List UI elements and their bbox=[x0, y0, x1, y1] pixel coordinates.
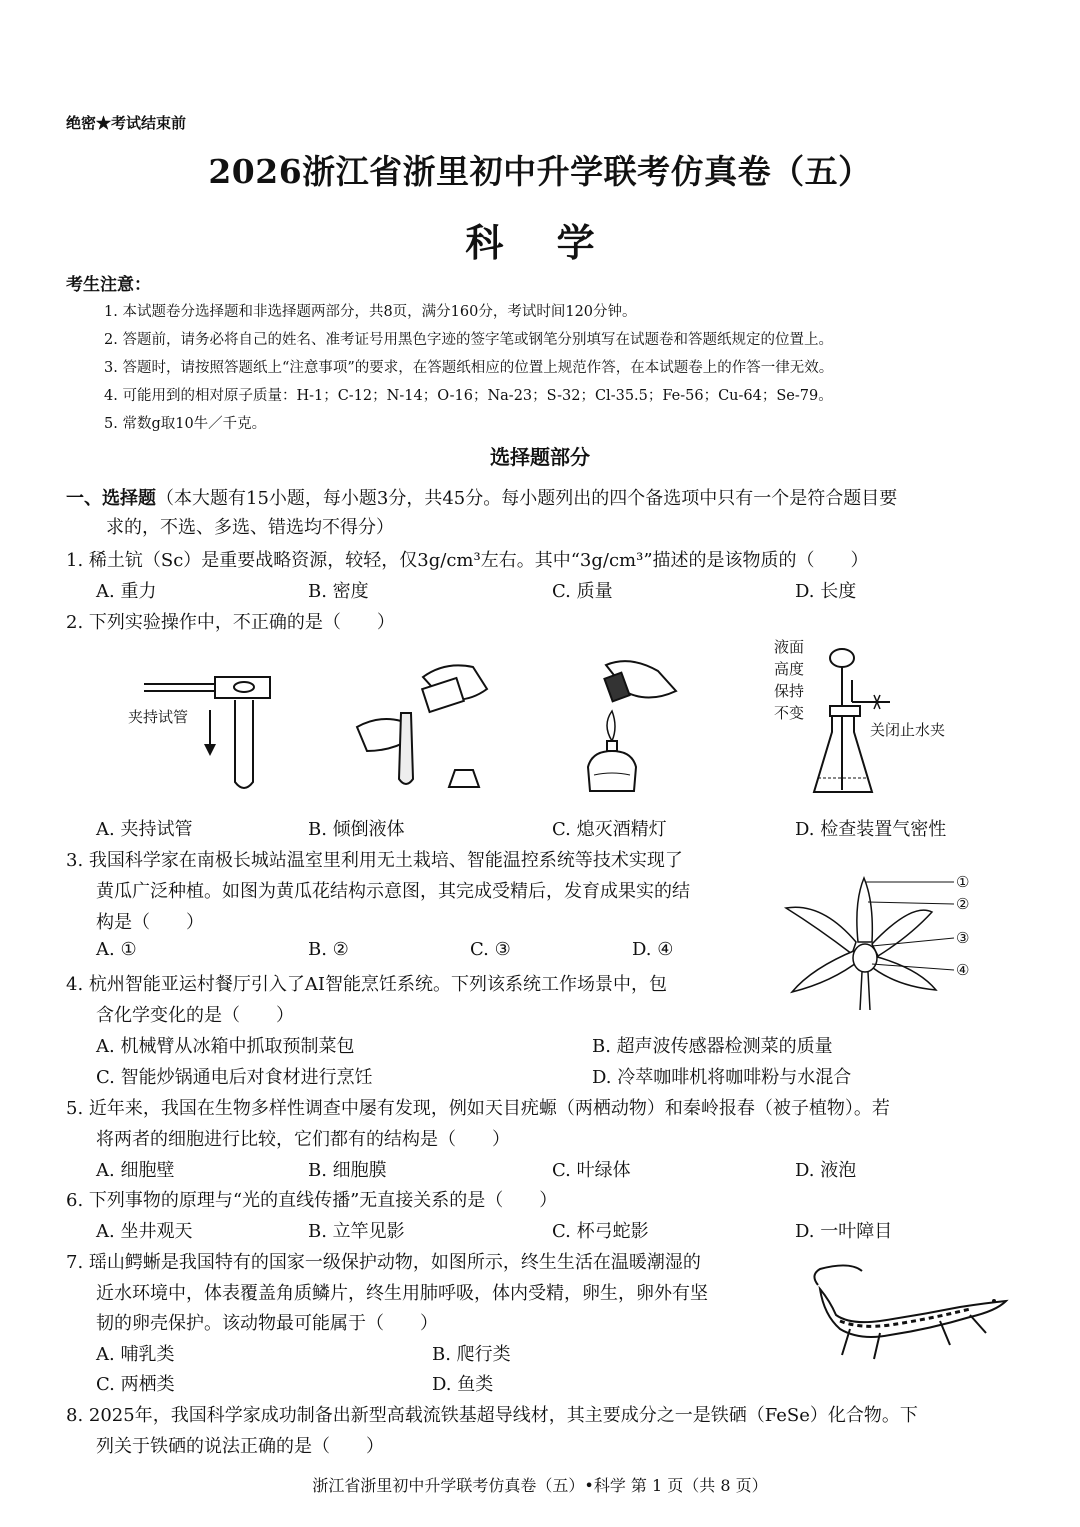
fig-d-label-4: 不变 bbox=[774, 704, 805, 722]
q3-option-a: A. ① bbox=[96, 939, 137, 960]
part-desc: （本大题有15小题，每小题3分，共45分。每小题列出的四个备选项中只有一个是符合题目要 bbox=[156, 488, 898, 509]
alcohol-lamp-figure bbox=[578, 655, 688, 795]
part-title: 一、选择题 bbox=[66, 488, 156, 509]
test-tube-holder-figure bbox=[120, 660, 280, 800]
question-3-text: 3. 我国科学家在南极长城站温室里利用无土栽培、智能温控系统等技术实现了 bbox=[66, 850, 683, 871]
q1-option-b: B. 密度 bbox=[308, 581, 369, 602]
note-item: 3. 答题时，请按照答题纸上“注意事项”的要求，在答题纸相应的位置上规范作答，在本试题卷上的作答一律无效。 bbox=[104, 360, 834, 376]
q7-option-a: A. 哺乳类 bbox=[96, 1344, 175, 1365]
question-8-text-cont: 列关于铁硒的说法正确的是（ ） bbox=[96, 1436, 384, 1457]
note-item: 2. 答题前，请务必将自己的姓名、准考证号用黑色字迹的签字笔或钢笔分别填写在试题卷和答题纸规定的位置上。 bbox=[104, 332, 833, 348]
notes-heading: 考生注意： bbox=[66, 275, 151, 295]
q5-option-c: C. 叶绿体 bbox=[552, 1160, 631, 1181]
page-footer: 浙江省浙里初中升学联考仿真卷（五）•科学 第 1 页（共 8 页） bbox=[312, 1476, 768, 1495]
pouring-liquid-figure bbox=[355, 655, 495, 790]
q2-option-d: D. 检查装置气密性 bbox=[795, 819, 947, 840]
q4-option-a: A. 机械臂从冰箱中抓取预制菜包 bbox=[96, 1036, 355, 1057]
q4-option-d: D. 冷萃咖啡机将咖啡粉与水混合 bbox=[592, 1067, 852, 1088]
q6-option-b: B. 立竿见影 bbox=[308, 1221, 405, 1242]
q3-option-b: B. ② bbox=[308, 939, 349, 960]
q6-option-c: C. 杯弓蛇影 bbox=[552, 1221, 649, 1242]
q6-option-d: D. 一叶障目 bbox=[795, 1221, 893, 1242]
q4-option-c: C. 智能炒锅通电后对食材进行烹饪 bbox=[96, 1067, 373, 1088]
subject-title: 科 学 bbox=[465, 220, 615, 265]
question-2-text: 2. 下列实验操作中，不正确的是（ ） bbox=[66, 612, 395, 633]
section-heading: 选择题部分 bbox=[490, 445, 590, 469]
fig-d-label-1: 液面 bbox=[774, 638, 805, 656]
flower-label-2: ② bbox=[956, 895, 970, 913]
q2-option-b: B. 倾倒液体 bbox=[308, 819, 405, 840]
question-1-text: 1. 稀土钪（Sc）是重要战略资源，较轻，仅3g/cm³左右。其中“3g/cm³”描述的是该物质的（ ） bbox=[66, 550, 869, 571]
question-6-text: 6. 下列事物的原理与“光的直线传播”无直接关系的是（ ） bbox=[66, 1190, 558, 1211]
question-3-text-cont: 构是（ ） bbox=[96, 912, 204, 933]
question-5-text-cont: 将两者的细胞进行比较，它们都有的结构是（ ） bbox=[96, 1129, 510, 1150]
question-7-text-cont: 韧的卵壳保护。该动物最可能属于（ ） bbox=[96, 1313, 438, 1334]
fig-d-label-2: 高度 bbox=[774, 660, 805, 678]
fig-d-label-3: 保持 bbox=[774, 682, 805, 700]
question-3-text-cont: 黄瓜广泛种植。如图为黄瓜花结构示意图，其完成受精后，发育成果实的结 bbox=[96, 881, 690, 902]
q7-option-c: C. 两栖类 bbox=[96, 1374, 175, 1395]
q5-option-d: D. 液泡 bbox=[795, 1160, 857, 1181]
q2-option-a: A. 夹持试管 bbox=[96, 819, 193, 840]
cucumber-flower-figure bbox=[782, 872, 982, 1012]
note-item: 1. 本试题卷分选择题和非选择题两部分，共8页，满分160分，考试时间120分钟。 bbox=[104, 304, 637, 320]
note-item: 5. 常数g取10牛／千克。 bbox=[104, 416, 267, 432]
q5-option-b: B. 细胞膜 bbox=[308, 1160, 387, 1181]
page-title: 2026浙江省浙里初中升学联考仿真卷（五） bbox=[208, 152, 872, 191]
flower-label-4: ④ bbox=[956, 961, 970, 979]
flower-label-3: ③ bbox=[956, 929, 970, 947]
question-4-text: 4. 杭州智能亚运村餐厅引入了AI智能烹饪系统。下列该系统工作场景中，包 bbox=[66, 974, 668, 995]
q1-option-c: C. 质量 bbox=[552, 581, 613, 602]
q3-option-c: C. ③ bbox=[470, 939, 511, 960]
question-7-text-cont: 近水环境中，体表覆盖角质鳞片，终生用肺呼吸，体内受精，卵生，卵外有坚 bbox=[96, 1283, 708, 1304]
q7-option-b: B. 爬行类 bbox=[432, 1344, 511, 1365]
q7-option-d: D. 鱼类 bbox=[432, 1374, 494, 1395]
question-4-text-cont: 含化学变化的是（ ） bbox=[96, 1005, 294, 1026]
q1-option-d: D. 长度 bbox=[795, 581, 857, 602]
crocodile-lizard-figure bbox=[810, 1255, 1010, 1375]
part-desc-cont: 求的，不选、多选、错选均不得分） bbox=[106, 517, 394, 538]
question-5-text: 5. 近年来，我国在生物多样性调查中屡有发现，例如天目疣螈（两栖动物）和秦岭报春（被子植物）。若 bbox=[66, 1098, 890, 1119]
q4-option-b: B. 超声波传感器检测菜的质量 bbox=[592, 1036, 833, 1057]
note-item: 4. 可能用到的相对原子质量：H-1；C-12；N-14；O-16；Na-23；S-32；Cl-35.5；Fe-56；Cu-64；Se-79。 bbox=[104, 388, 833, 404]
question-7-text: 7. 瑶山鳄蜥是我国特有的国家一级保护动物，如图所示，终生生活在温暖潮湿的 bbox=[66, 1252, 701, 1273]
question-8-text: 8. 2025年，我国科学家成功制备出新型高载流铁基超导线材，其主要成分之一是铁硒（FeSe）化合物。下 bbox=[66, 1405, 918, 1426]
confidential-mark: 绝密★考试结束前 bbox=[66, 114, 187, 132]
q1-option-a: A. 重力 bbox=[96, 581, 157, 602]
q5-option-a: A. 细胞壁 bbox=[96, 1160, 175, 1181]
q6-option-a: A. 坐井观天 bbox=[96, 1221, 193, 1242]
q2-option-c: C. 熄灭酒精灯 bbox=[552, 819, 667, 840]
fig-a-label: 夹持试管 bbox=[128, 708, 189, 726]
flower-label-1: ① bbox=[956, 873, 970, 891]
q3-option-d: D. ④ bbox=[632, 939, 674, 960]
part-intro bbox=[66, 484, 897, 510]
fig-d-label-5: 关闭止水夹 bbox=[870, 721, 946, 739]
